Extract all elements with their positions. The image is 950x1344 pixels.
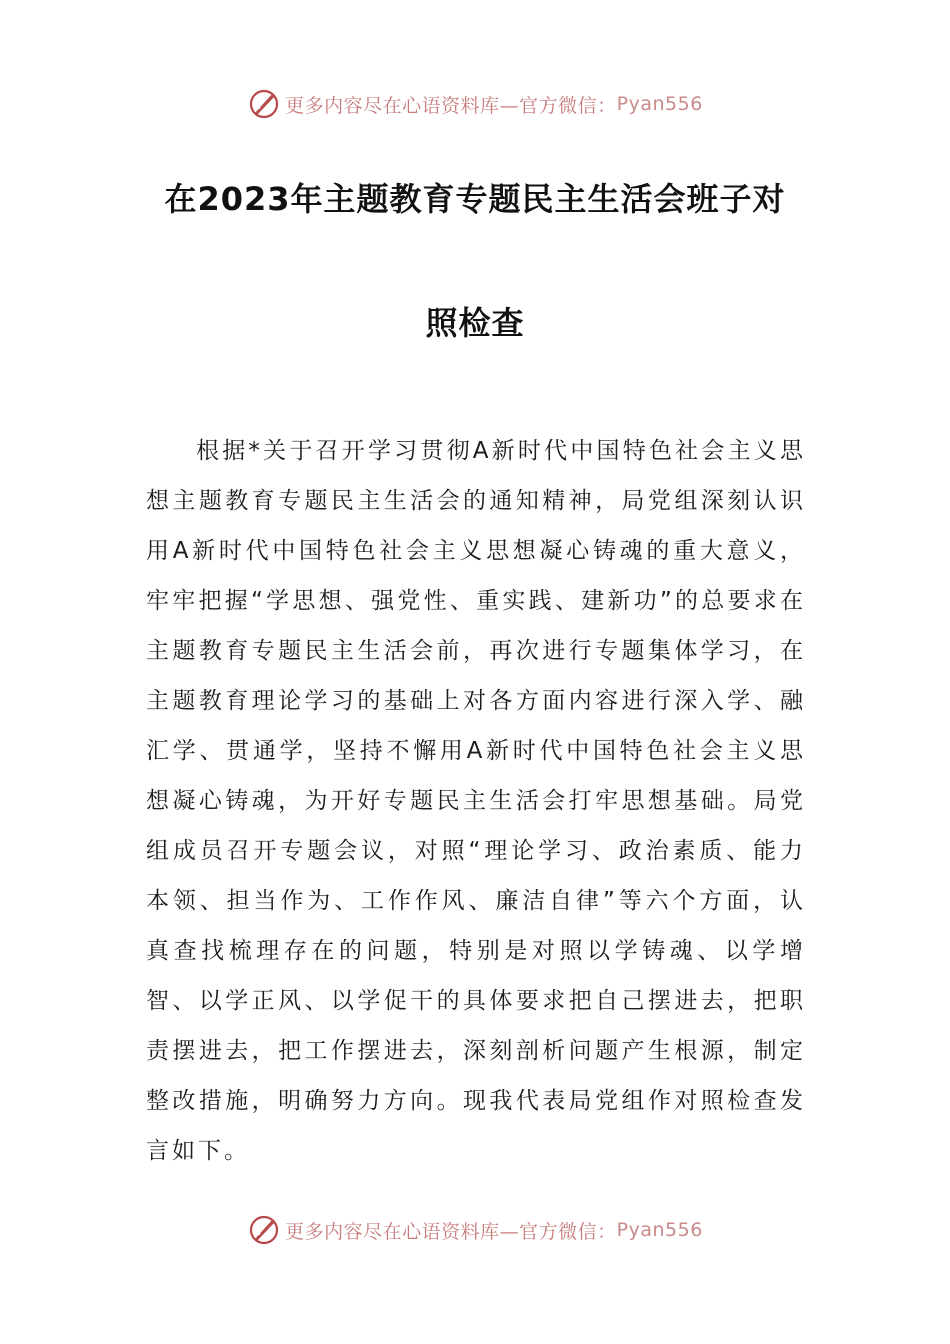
document-title-line-1: 在2023年主题教育专题民主生活会班子对 xyxy=(164,180,786,218)
header-banner-handle: Pyan556 xyxy=(616,93,703,115)
footer-banner-handle: Pyan556 xyxy=(616,1219,703,1241)
footer-banner xyxy=(0,1210,950,1250)
header-banner xyxy=(0,84,950,124)
footer-banner-text: 更多内容尽在心语资料库—官方微信： xyxy=(285,1220,617,1243)
document-title-line-2: 照检查 xyxy=(425,304,525,342)
body-paragraph: 根据*关于召开学习贯彻A新时代中国特色社会主义思想主题教育专题民主生活会的通知精神，局党组深刻认识用A新时代中国特色社会主义思想凝心铸魂的重大意义，牢牢把握“学思想、强党性、重实践、建新功”的总要求在主题教育专题民主生活会前，再次进行专题集体学习，在主题教育理论学习的基础上对各方面内容进行深入学、融汇学、贯通学，坚持不懈用A新时代中国特色社会主义思想凝心铸魂，为开好专题民主生活会打牢思想基础。局党组成员召开专题会议，对照“理论学习、政治素质、能力本领、担当作为、工作作风、廉洁自律”等六个方面，认真查找梳理存在的问题，特别是对照以学铸魂、以学增智、以学正风、以学促干的具体要求把自己摆进去，把职责摆进去，把工作摆进去，深刻剖析问题产生根源，制定整改措施，明确努力方向。现我代表局党组作对照检查发言如下。 xyxy=(146,438,806,1164)
quill-logo-icon xyxy=(247,87,281,121)
header-banner-text: 更多内容尽在心语资料库—官方微信： xyxy=(285,94,617,117)
quill-logo-icon xyxy=(247,1213,281,1247)
